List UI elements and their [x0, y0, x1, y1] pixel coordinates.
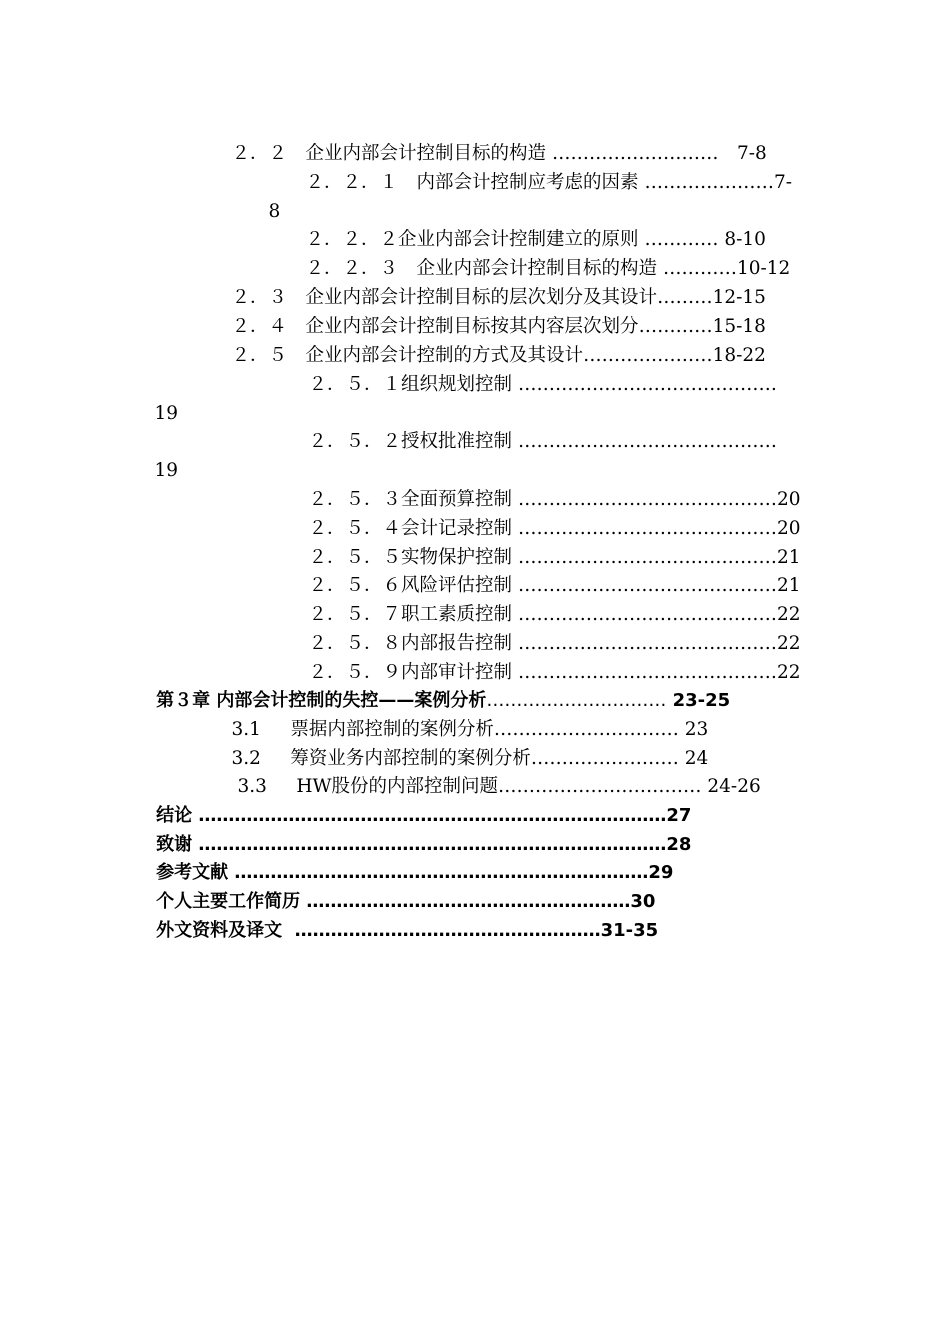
toc-number: ２．５	[231, 345, 288, 366]
toc-number: ２．２	[231, 143, 288, 164]
toc-leader: …………………	[583, 345, 713, 366]
toc-number: 3.2	[231, 748, 261, 769]
toc-title: 企业内部会计控制的方式及其设计	[287, 345, 584, 366]
toc-page-number: 27	[666, 805, 692, 826]
toc-title: 企业内部会计控制目标按其内容层次划分	[287, 316, 639, 337]
toc-title: 筹资业务内部控制的案例分析	[260, 748, 531, 769]
toc-number: 外文资料及译文	[156, 920, 283, 941]
toc-title: 内部会计控制应考虑的因素	[398, 172, 639, 193]
toc-number: 3.3	[237, 776, 267, 797]
toc-number: ２．２．２	[305, 229, 399, 250]
toc-title: 组织规划控制	[401, 374, 513, 395]
toc-number: ２．５．７	[308, 604, 402, 625]
toc-page-number: 29	[648, 862, 674, 883]
toc-number: ２．４	[231, 316, 288, 337]
toc-title: 职工素质控制	[401, 604, 513, 625]
toc-leader: ……………………………………………	[282, 920, 601, 941]
toc-page-number: 10-12	[736, 258, 791, 279]
toc-page-number: 15-18	[712, 316, 766, 337]
toc-leader: …………	[657, 258, 737, 279]
toc-backmatter-entry	[131, 892, 658, 970]
toc-page-number: 24-26	[701, 776, 761, 797]
toc-leader: ……………………………………	[512, 374, 777, 395]
toc-page-number: 31-35	[600, 920, 659, 941]
toc-page-number: 20	[776, 489, 801, 510]
toc-leader: ……………………………………	[512, 431, 777, 452]
toc-number: ２．５．４	[308, 518, 402, 539]
toc-page-number: 23	[678, 719, 709, 740]
toc-page-number: 21	[776, 547, 801, 568]
toc-title: 会计记录控制	[401, 518, 513, 539]
toc-page-wrap	[245, 173, 280, 251]
toc-number: ２．５．８	[308, 633, 402, 654]
toc-number: ２．３	[231, 287, 288, 308]
toc-leader: ……………………………………	[512, 575, 777, 596]
toc-page-number: 12-15	[712, 287, 766, 308]
toc-page-number: 19	[154, 460, 179, 481]
toc-title: 企业内部会计控制目标的构造	[287, 143, 547, 164]
toc-number: ２．５．９	[308, 662, 402, 683]
toc-page-wrap	[131, 432, 178, 510]
toc-page-number: 23-25	[666, 690, 731, 711]
toc-title: 内部会计控制的失控——案例分析	[210, 690, 487, 711]
toc-page-number: 30	[630, 891, 656, 912]
toc-number: 致谢	[156, 834, 193, 855]
toc-page-number: 22	[776, 662, 801, 683]
toc-leader: ……………………	[530, 748, 679, 769]
toc-page-number: 19	[154, 403, 179, 424]
toc-leader: ……………………………………	[512, 518, 777, 539]
toc-number: ２．５．６	[308, 575, 402, 596]
toc-leader: ……………………………………	[512, 489, 777, 510]
toc-leader: ……………………………………	[512, 633, 777, 654]
toc-title: 内部报告控制	[401, 633, 513, 654]
toc-number: 参考文献	[156, 862, 229, 883]
toc-number: 3.1	[231, 719, 261, 740]
toc-leader: …………………………	[486, 690, 667, 711]
toc-number: ２．５．３	[308, 489, 402, 510]
toc-number: ２．５．１	[308, 374, 402, 395]
toc-leader: ……………………………………………………………………	[192, 805, 667, 826]
toc-page-number: 22	[776, 604, 801, 625]
toc-leader: …………………	[638, 172, 774, 193]
toc-page-number: 7-8	[718, 143, 767, 164]
toc-leader: ……………………………………	[512, 547, 777, 568]
toc-leader: ……………………………………	[512, 604, 777, 625]
toc-leader: ………	[657, 287, 713, 308]
toc-page-number: 24	[678, 748, 709, 769]
toc-leader: ……………………………………	[512, 662, 777, 683]
toc-leader: ……………………………	[498, 776, 702, 797]
toc-number: ２．２．３	[305, 258, 399, 279]
toc-title: 全面预算控制	[401, 489, 513, 510]
toc-leader: ……………………………………………………………………	[192, 834, 667, 855]
toc-page-number: 18-22	[712, 345, 766, 366]
toc-title: 授权批准控制	[401, 431, 513, 452]
toc-number: ２．２．１	[305, 172, 399, 193]
toc-title: HW股份的内部控制问题	[266, 776, 499, 797]
toc-page-number: 8	[268, 201, 281, 222]
toc-page-number: 22	[776, 633, 801, 654]
toc-leader: …………………………	[493, 719, 679, 740]
toc-title: 企业内部会计控制建立的原则	[398, 229, 639, 250]
toc-leader: …………	[638, 229, 719, 250]
toc-number: 结论	[156, 805, 193, 826]
toc-number: ２．５．５	[308, 547, 402, 568]
toc-title: 企业内部会计控制目标的层次划分及其设计	[287, 287, 658, 308]
toc-page-number: 8-10	[718, 229, 766, 250]
toc-page-number: 21	[776, 575, 801, 596]
toc-number: 第３章	[156, 690, 211, 711]
toc-leader: …………	[638, 316, 713, 337]
toc-page-number: 28	[666, 834, 692, 855]
toc-number: ２．５．２	[308, 431, 402, 452]
toc-leader: ……………………………………………………………	[228, 862, 649, 883]
toc-title: 风险评估控制	[401, 575, 513, 596]
toc-title: 企业内部会计控制目标的构造	[398, 258, 658, 279]
toc-number: 个人主要工作简历	[156, 891, 301, 912]
toc-title: 实物保护控制	[401, 547, 513, 568]
toc-page-number: 20	[776, 518, 801, 539]
toc-title: 票据内部控制的案例分析	[260, 719, 494, 740]
toc-leader: ………………………………………………	[300, 891, 631, 912]
toc-title: 内部审计控制	[401, 662, 513, 683]
toc-page-number: 7-	[773, 172, 792, 193]
toc-leader: ………………………	[546, 143, 719, 164]
